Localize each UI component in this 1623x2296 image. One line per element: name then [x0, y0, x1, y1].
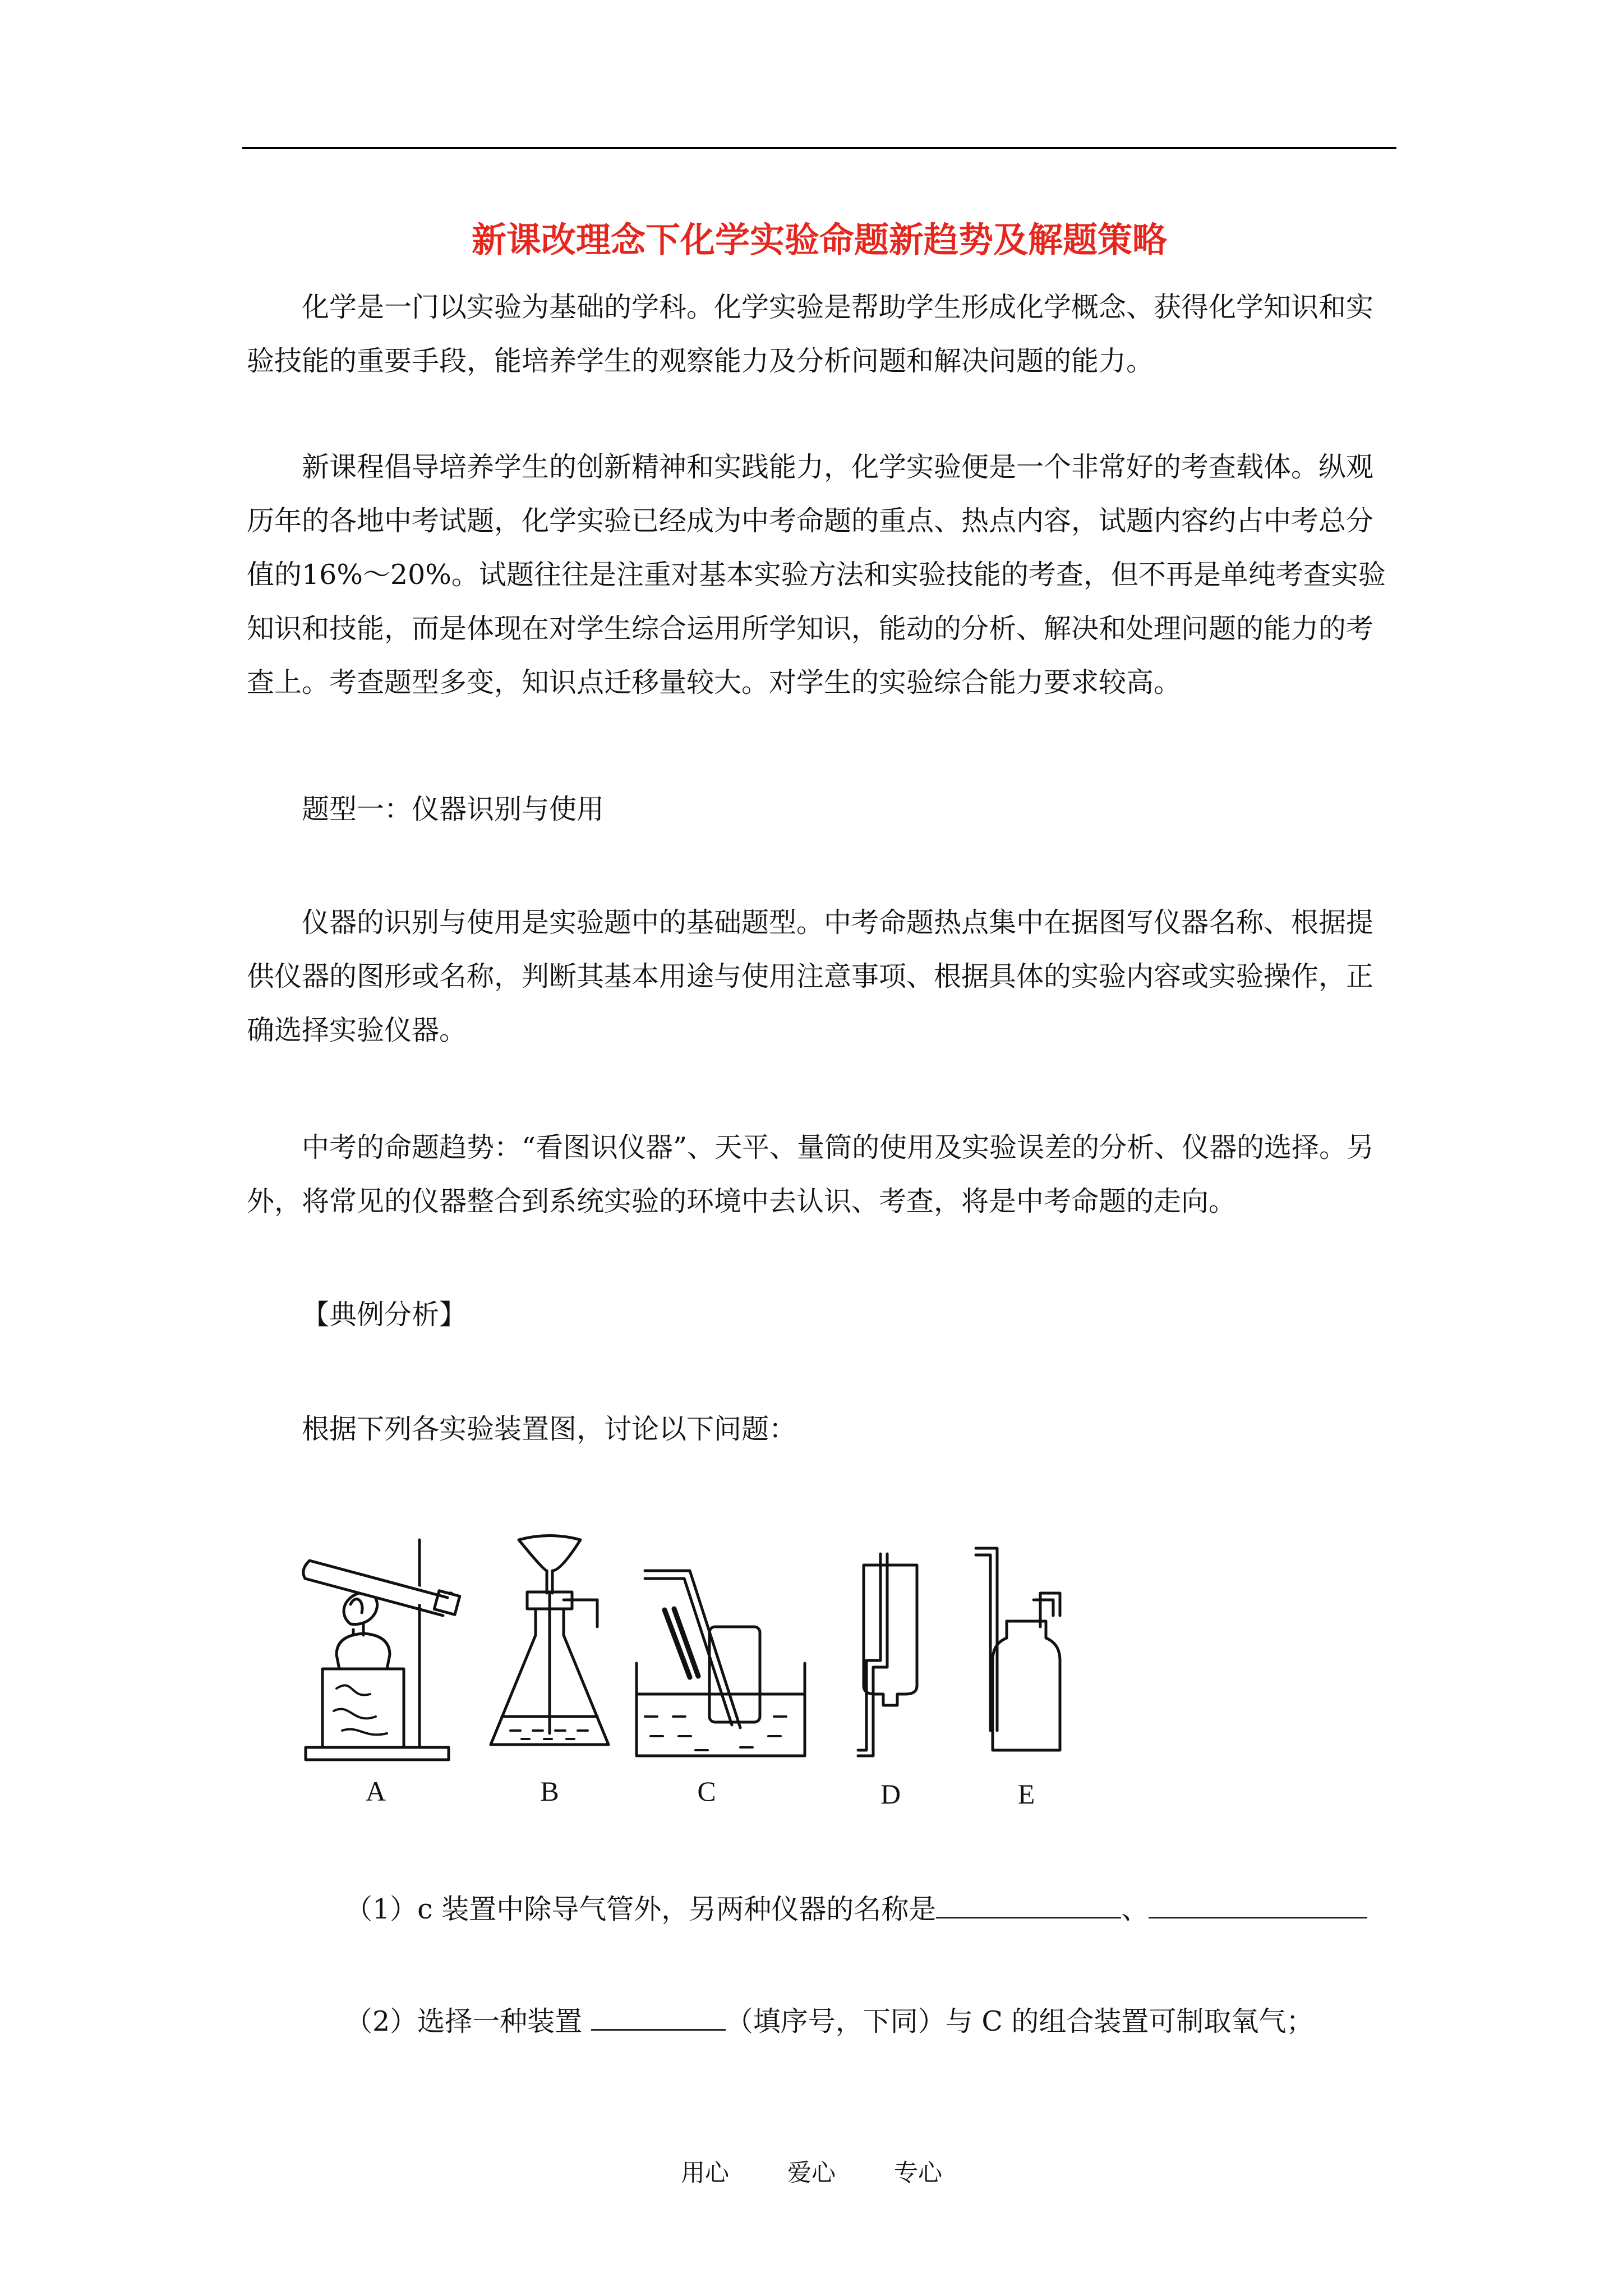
apparatus-figure	[297, 1509, 1127, 1823]
trend-paragraph	[247, 1121, 1396, 1228]
paragraph-text: 化学是一门以实验为基础的学科。化学实验是帮助学生形成化学概念、获得化学知识和实验技能的重要手段，能培养学生的观察能力及分析问题和解决问题的能力。	[247, 291, 1374, 377]
page-title: 新课改理念下化学实验命题新趋势及解题策略	[471, 219, 1167, 260]
apparatus-b	[491, 1536, 608, 1745]
instrument-paragraph	[247, 896, 1396, 1057]
paragraph-text: 中考的命题趋势：“看图识仪器”、天平、量筒的使用及实验误差的分析、仪器的选择。另外，将常见的仪器整合到系统实验的环境中去认识、考查，将是中考命题的走向。	[247, 1131, 1375, 1217]
paragraph-text: 仪器的识别与使用是实验题中的基础题型。中考命题热点集中在据图写仪器名称、根据提供仪器的图形或名称，判断其基本用途与使用注意事项、根据具体的实验内容或实验操作，正确选择实验仪器。	[247, 907, 1374, 1046]
apparatus-e	[976, 1548, 1060, 1750]
apparatus-c	[637, 1571, 805, 1756]
question-1: （1）c 装置中除导气管外，另两种仪器的名称是 、	[345, 1888, 1367, 1927]
header-rule	[242, 147, 1396, 149]
label-e: E	[1017, 1778, 1035, 1810]
answer-blank[interactable]	[1149, 1894, 1367, 1918]
intro-paragraph	[247, 280, 1396, 388]
curriculum-paragraph	[247, 440, 1396, 710]
answer-blank[interactable]	[591, 2007, 726, 2031]
page-footer: 用心 爱心 专心	[681, 2159, 942, 2187]
label-d: D	[880, 1778, 901, 1810]
example-heading: 【典例分析】	[302, 1299, 467, 1331]
paragraph-text: 新课程倡导培养学生的创新精神和实践能力，化学实验便是一个非常好的考查载体。纵观历年的各地中考试题，化学实验已经成为中考命题的重点、热点内容，试题内容约占中考总分值的16%～20%。试题往往是注重对基本实验方法和实验技能的考查，但不再是单纯考查实验知识和技能，而是体现在对学生综合运用所学知识，能动的分析、解决和处理问题的能力的考查上。考查题型多变，知识点迁移量较大。对学生的实验综合能力要求较高。	[247, 451, 1386, 698]
apparatus-d	[858, 1554, 917, 1756]
label-a: A	[365, 1775, 386, 1807]
label-b: B	[540, 1775, 559, 1807]
label-c: C	[697, 1775, 716, 1807]
section-heading: 题型一：仪器识别与使用	[302, 793, 605, 825]
question-2: （2）选择一种装置 （填序号，下同）与 C 的组合装置可制取氧气；	[345, 2005, 1314, 2037]
figure-intro: 根据下列各实验装置图，讨论以下问题：	[302, 1413, 797, 1445]
apparatus-a	[303, 1540, 460, 1760]
answer-blank[interactable]	[936, 1894, 1121, 1918]
